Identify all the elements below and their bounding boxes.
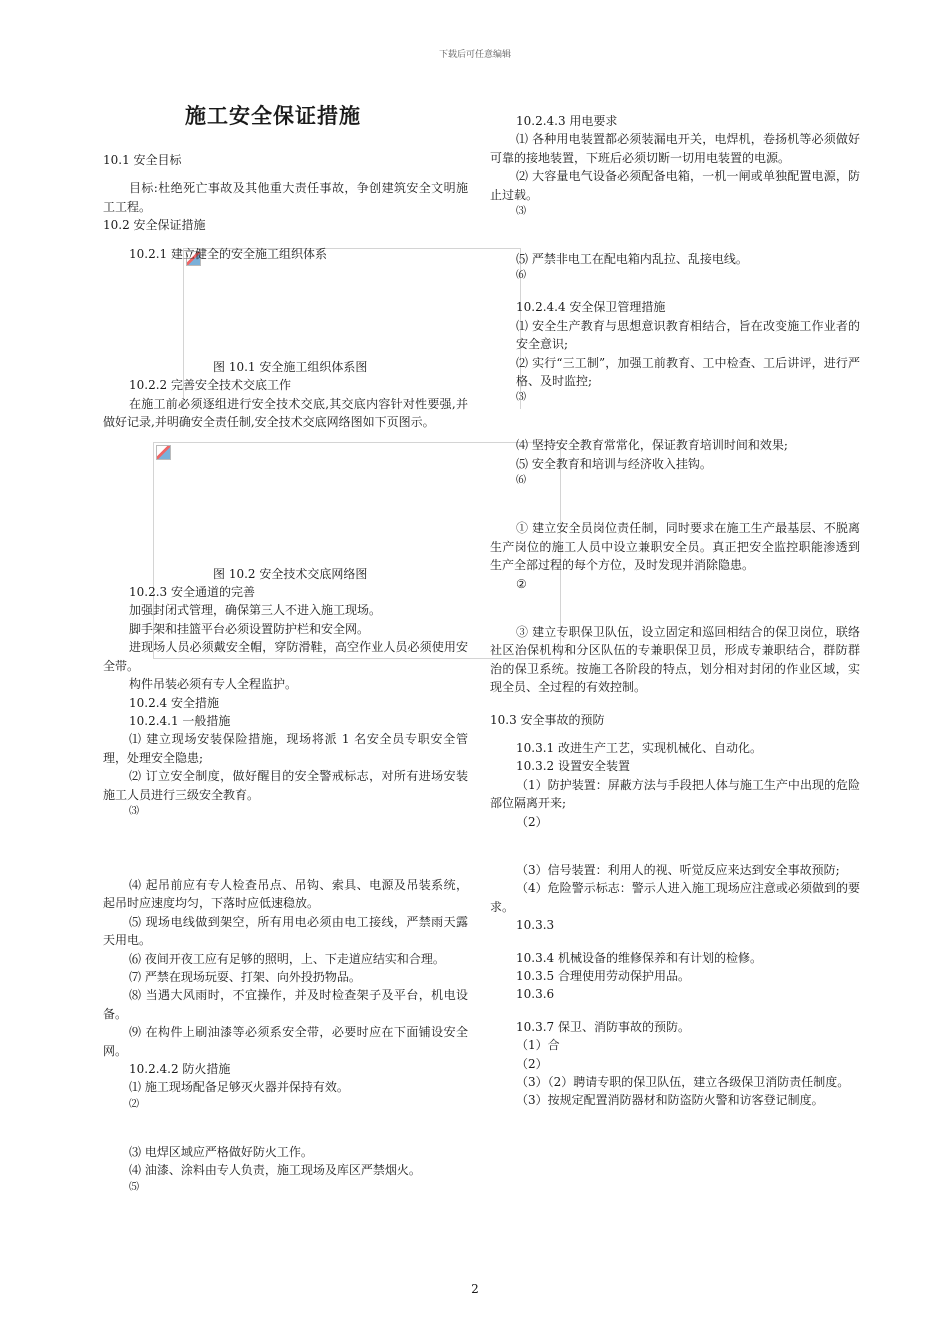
list-item: ⑷ 起吊前应有专人检查吊点、吊钩、索具、电源及吊装系统，起吊时应速度均匀，下落时应低速稳放。 [103,877,468,911]
list-item: ⑵ [129,1098,139,1110]
list-item: ⑵ 实行“三工制”，加强工前教育、工中检查、工后讲评，进行严格、及时监控; [516,355,860,389]
list-item: ⑷ 油漆、涂料由专人负责，施工现场及库区严禁烟火。 [129,1163,421,1178]
figure-caption: 图 10.2 安全技术交底网络图 [213,566,368,581]
list-item: ① 建立安全员岗位责任制，同时要求在施工生产最基层、不脱离生产岗位的施工人员中设立兼职安全员。真正把安全监控职能渗透到生产全部过程的每个方位，及时发现并消除隐患。 [490,521,860,573]
paragraph: 脚手架和挂篮平台必须设置防护栏和安全网。 [129,621,370,636]
list-item: ⑶ [129,805,139,817]
list-item: ③ 建立专职保卫队伍，设立固定和巡回相结合的保卫岗位，联络社区治保机构和分区队伍的专兼职保卫员，形成专兼职结合，群防群治的保卫系统。按施工各阶段的特点，划分相对封闭的作业区域，实现全员、全过程的有效控制。 [490,624,860,695]
list-item: （4）危险警示标志：警示人进入施工现场应注意或必须做到的要求。 [490,881,860,914]
list-item: ⑼ 在构件上刷油漆等必须系安全带，必要时应在下面铺设安全网。 [103,1025,468,1058]
subsection-heading: 10.3.7 保卫、消防事故的预防。 [516,1019,690,1034]
paragraph: 在施工前必须逐组进行安全技术交底,其交底内容针对性要强,并做好记录,并明确安全责任制,安全技术交底网络图如下页图示。 [103,396,468,430]
list-item: ⑸ 严禁非电工在配电箱内乱拉、乱接电线。 [516,252,748,267]
paragraph: 加强封闭式管理，确保第三人不进入施工现场。 [129,603,382,618]
subsection-heading: 10.3.1 改进生产工艺，实现机械化、自动化。 [516,740,762,755]
section-heading: 10.2 安全保证措施 [103,218,206,233]
list-item: ⑶ [516,206,526,218]
list-item: ⑴ 建立现场安装保险措施，现场将派 1 名安全员专职安全管理，处理安全隐患; [103,732,468,765]
list-item: （1）防护装置：屏蔽方法与手段把人体与施工生产中出现的危险部位隔离开来; [490,777,860,811]
list-item: ⑸ 现场电线做到架空，所有用电必须由电工接线，严禁雨天露天用电。 [103,914,468,948]
list-item: ⑴ 安全生产教育与思想意识教育相结合，旨在改变施工作业者的安全意识; [516,318,860,352]
list-item: ⑸ 安全教育和培训与经济收入挂钩。 [516,456,712,471]
paragraph: 目标:杜绝死亡事故及其他重大责任事故，争创建筑安全文明施工工程。 [103,181,468,214]
list-item: ⑹ [516,475,526,487]
subsection-heading: 10.2.4.2 防火措施 [129,1062,231,1076]
list-item: ⑵ 大容量电气设备必须配备电箱，一机一闸或单独配置电源，防止过载。 [490,169,860,202]
list-item: ⑶ 电焊区域应严格做好防火工作。 [129,1144,313,1159]
list-item: ⑺ 严禁在现场玩耍、打架、向外投扔物品。 [129,969,361,984]
right-column [490,112,860,1110]
list-item: ⑷ 坚持安全教育常常化，保证教育培训时间和效果; [516,438,788,453]
list-item: ⑸ [129,1181,139,1193]
subsection-heading: 10.2.4 安全措施 [129,695,219,710]
subsection-heading: 10.3.6 [516,987,555,1002]
list-item: （3）（2）聘请专职的保卫队伍，建立各级保卫消防责任制度。 [516,1075,850,1090]
list-item: ⑹ [516,270,526,282]
subsection-heading: 10.2.4.1 一般措施 [129,713,231,728]
subsection-heading: 10.2.2 完善安全技术交底工作 [129,378,291,393]
list-item: ⑴ 施工现场配备足够灭火器并保持有效。 [129,1080,349,1095]
list-item: ⑶ [516,392,526,404]
list-item: ⑻ 当遇大风雨时，不宜操作，并及时检查架子及平台，机电设备。 [103,988,468,1021]
paragraph: 进现场人员必须戴安全帽，穿防滑鞋，高空作业人员必须使用安全带。 [103,640,468,673]
figure-caption: 图 10.1 安全施工组织体系图 [213,360,368,375]
page-number: 2 [471,1282,479,1296]
list-item: ⑵ 订立安全制度，做好醒目的安全警戒标志，对所有进场安装施工人员进行三级安全教育。 [103,769,468,802]
list-item: ⑴ 各种用电装置都必须装漏电开关，电焊机，卷扬机等必须做好可靠的接地装置，下班后必须切断一切用电装置的电源。 [490,132,860,165]
subsection-heading: 10.3.3 [516,918,555,933]
subsection-heading: 10.3.2 设置安全装置 [516,759,630,774]
list-item: （2） [516,1056,548,1071]
left-column [103,151,468,1196]
section-heading: 10.3 安全事故的预防 [490,712,605,727]
list-item: （3）按规定配置消防器材和防盗防火警和访客登记制度。 [516,1093,824,1108]
list-item: （2） [516,814,548,829]
subsection-heading: 10.3.5 合理使用劳动保护用品。 [516,969,690,983]
list-item: ⑹ 夜间开夜工应有足够的照明，上、下走道应结实和合理。 [129,951,445,966]
subsection-heading: 10.2.4.4 安全保卫管理措施 [516,300,666,315]
list-item: （3）信号装置：利用人的视、听觉反应来达到安全事故预防; [516,862,840,877]
document-title: 施工安全保证措施 [185,103,361,128]
list-item: （1）合 [516,1038,560,1053]
subsection-heading: 10.2.1 建立健全的安全施工组织体系 [129,246,327,261]
subsection-heading: 10.2.3 安全通道的完善 [129,585,255,600]
paragraph: 构件吊装必须有专人全程监护。 [129,677,298,692]
subsection-heading: 10.3.4 机械设备的维修保养和有计划的检修。 [516,950,762,965]
subsection-heading: 10.2.4.3 用电要求 [516,114,618,128]
list-item: ② [516,576,527,591]
section-heading: 10.1 安全目标 [103,153,182,167]
page-header: 下载后可任意编辑 [438,50,511,60]
